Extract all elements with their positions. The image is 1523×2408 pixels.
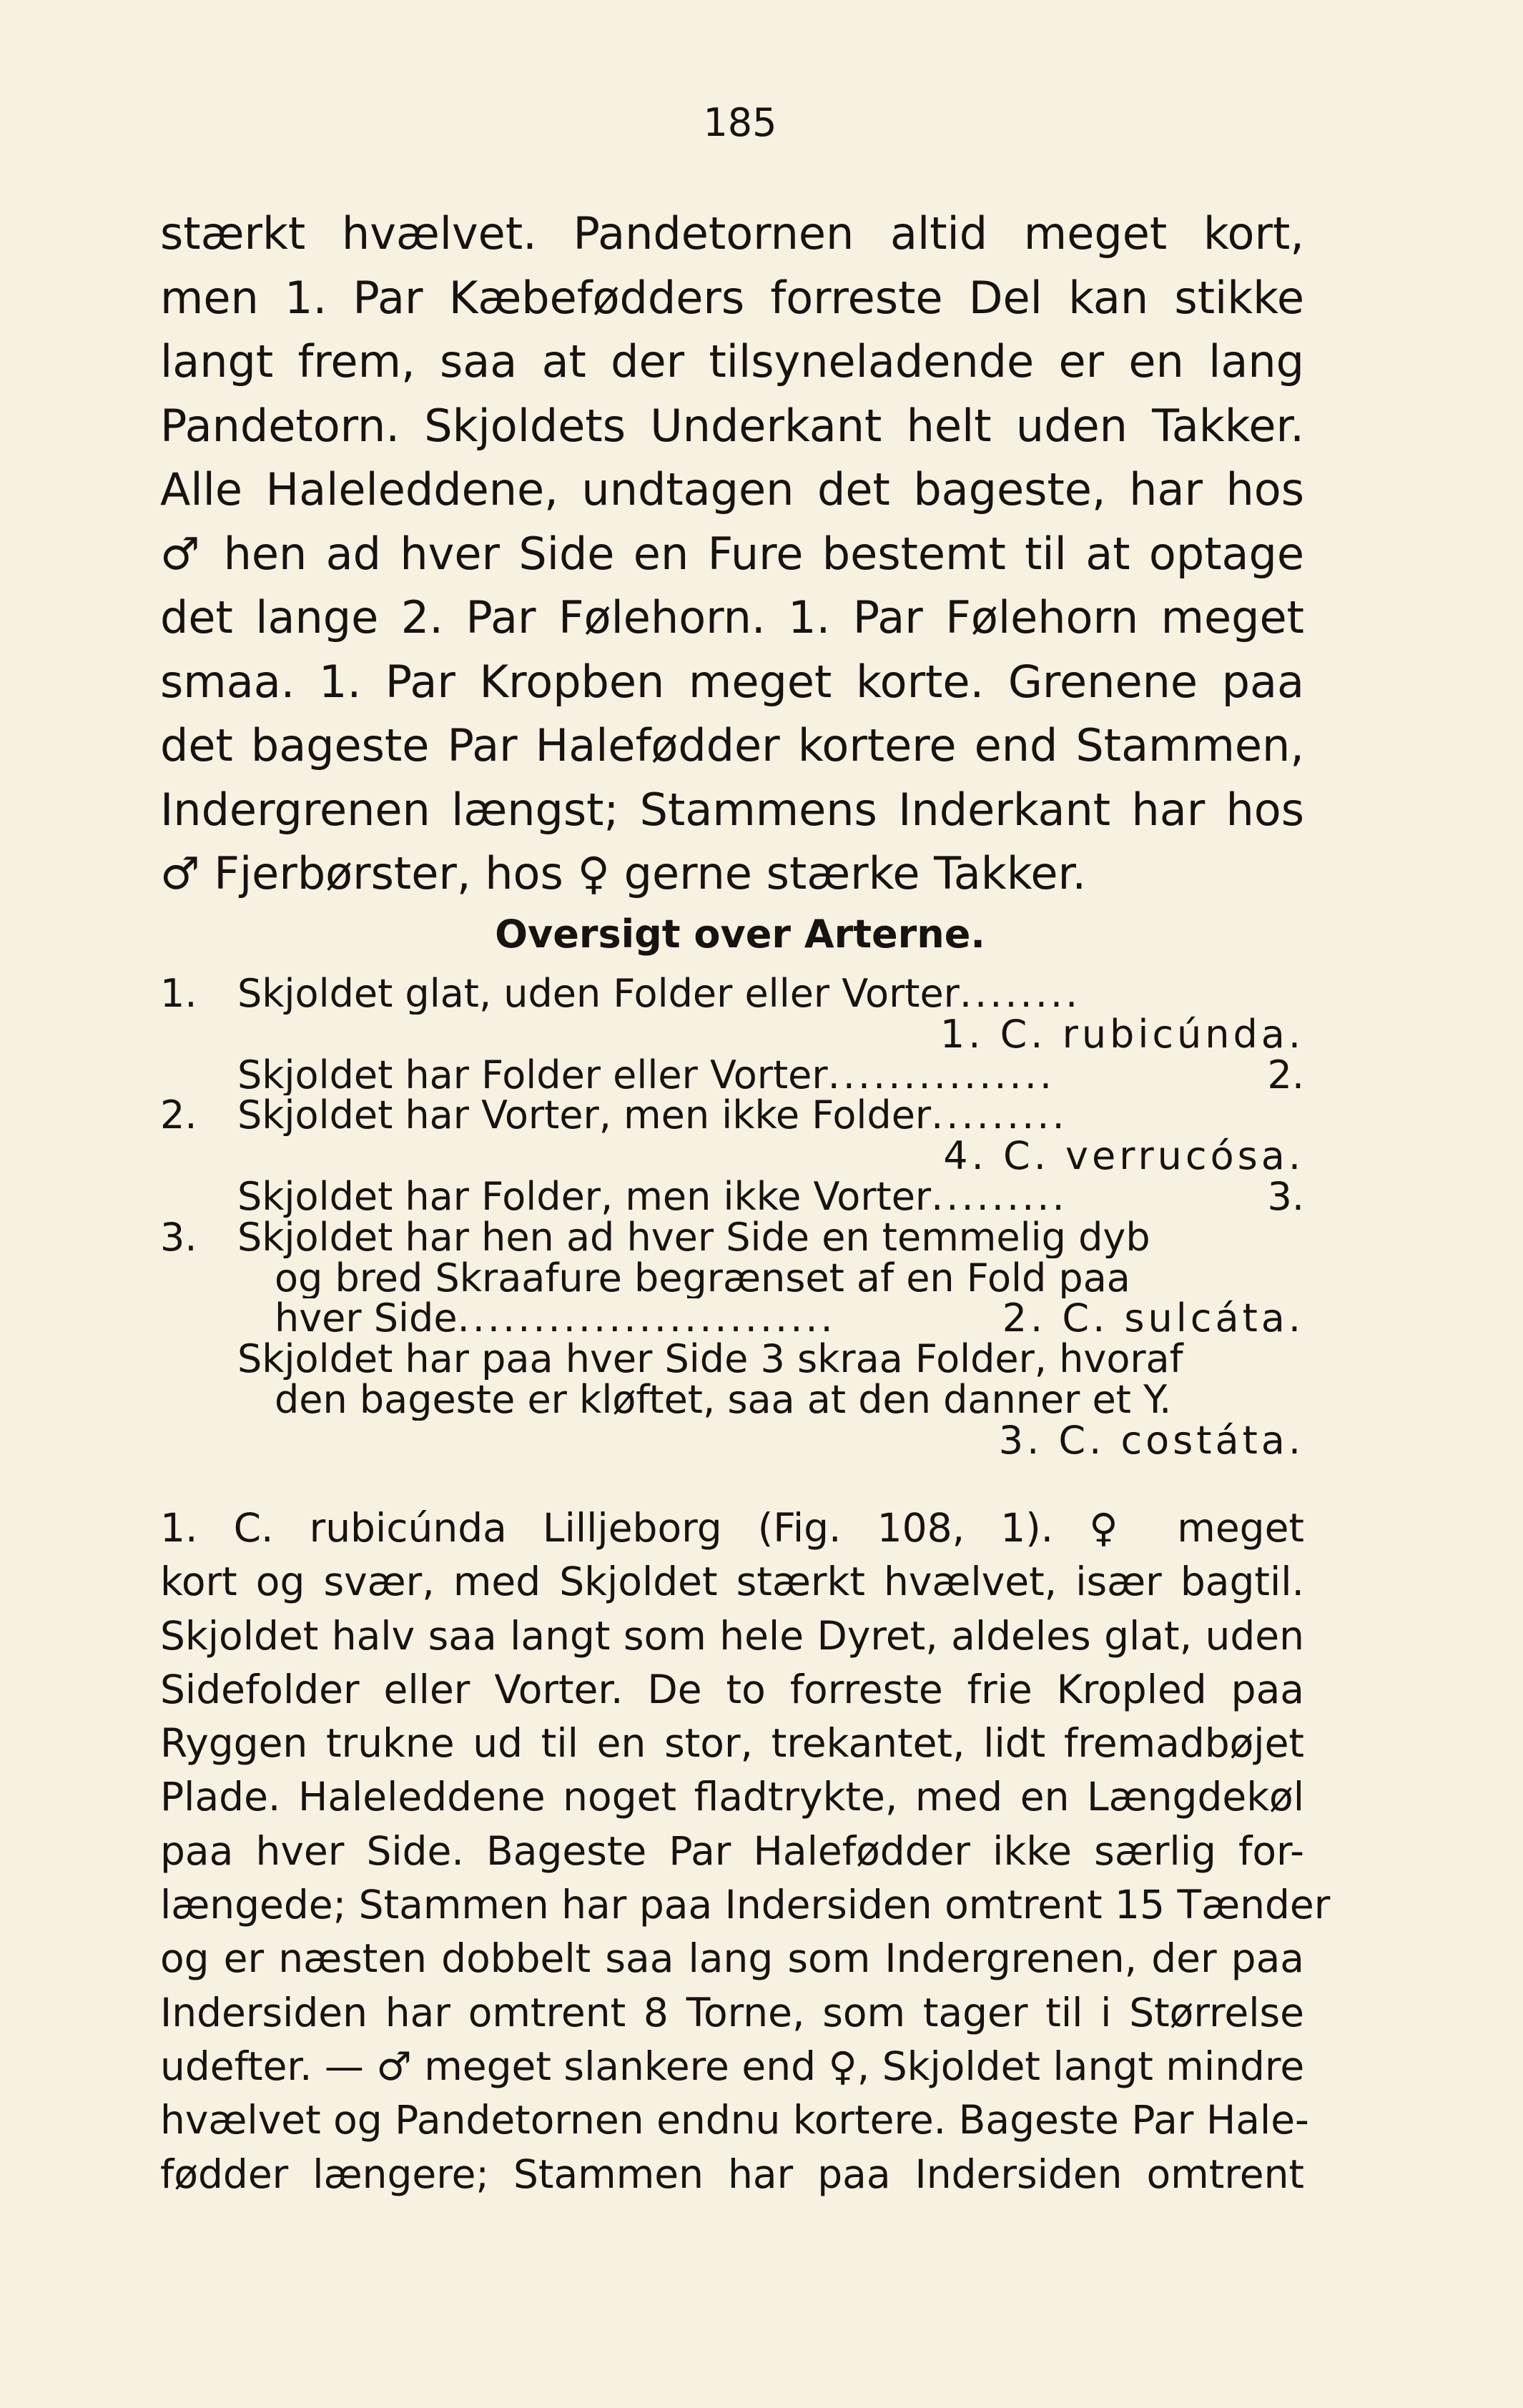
text-line: det bageste Par Halefødder kortere end Stammen, [160,719,1304,771]
key-row-number: 2. [160,1092,197,1138]
text-line: Ryggen trukne ud til en stor, trekantet, lidt fremadbøjet [160,1720,1304,1767]
text-line: Indergrenen længst; Stammens Inderkant har hos [160,783,1304,836]
key-row-result: 2. [1267,1052,1304,1097]
key-row [160,971,1304,1016]
intro-paragraph [160,202,1304,906]
text-line: ♂ hen ad hver Side en Fure bestemt til at optage [160,527,1304,580]
key-row-text: Skjoldet har Folder, men ikke Vorter [237,1176,932,1218]
key-row-content [237,1218,1304,1258]
key-row [160,1092,1304,1138]
key-row [160,1417,1304,1463]
text-line: langt frem, saa at der tilsyneladende er en lang [160,335,1304,388]
key-title: Oversigt over Arterne. [495,912,985,957]
text-line: længede; Stammen har paa Indersiden omtrent 15 Tænder [160,1882,1331,1928]
species-description [160,1501,1331,2201]
key-row-content [237,1339,1304,1380]
key-row [160,1298,1304,1339]
key-row-content [275,1380,1304,1421]
key-row-content [237,1095,1304,1136]
key-row-content [237,1052,1304,1097]
key-row-result: 3. C. costáta. [998,1417,1304,1463]
text-line: kort og svær, med Skjoldet stærkt hvælvet, især bagtil. [160,1559,1304,1605]
key-row-result: 4. C. verrucósa. [943,1133,1304,1179]
page-number: 185 [703,100,777,145]
text-line: og er næsten dobbelt saa lang som Indergrenen, der paa [160,1935,1304,1982]
text-line: paa hver Side. Bageste Par Halefødder ikke særlig for- [160,1827,1304,1874]
text-line: ♂ Fjerbørster, hos ♀ gerne stærke Takker. [160,847,1087,899]
key-row-result: 1. C. rubicúnda. [940,1011,1304,1057]
text-line: Skjoldet halv saa langt som hele Dyret, aldeles glat, uden [160,1612,1304,1659]
key-row-text: og bred Skraafure begrænset af en Fold paa [275,1258,1130,1299]
key-row [160,1133,1304,1179]
key-row-leader-dots: ......... [931,1176,1068,1218]
key-row-content [237,1173,1304,1219]
key-row [160,1011,1304,1057]
key-row [160,1339,1304,1380]
text-line: smaa. 1. Par Kropben meget korte. Grenene paa [160,655,1304,708]
key-row [160,1258,1304,1299]
key-row-leader-dots: ............... [827,1055,1055,1096]
key-row-text: Skjoldet har Vorter, men ikke Folder [237,1095,932,1137]
key-row-leader-dots: ......................... [457,1298,836,1340]
key-row-leader-dots: ......... [931,1095,1068,1137]
key-row [160,1173,1304,1219]
key-row [160,1214,1304,1260]
text-line: udefter. — ♂ meget slankere end ♀, Skjoldet langt mindre [160,2043,1305,2089]
text-line: Sidefolder eller Vorter. De to forreste frie Kropled paa [160,1666,1304,1712]
key-row-result: 3. [1267,1173,1304,1219]
text-line: stærkt hvælvet. Pandetornen altid meget kort, [160,207,1304,260]
key-row-number: 1. [160,971,197,1016]
key-row-text: Skjoldet har Folder eller Vorter [237,1055,828,1096]
key-row [160,1052,1304,1097]
species-key [160,971,1304,1463]
key-row-number: 3. [160,1214,197,1260]
key-row-text: Skjoldet har paa hver Side 3 skraa Folder, hvoraf [237,1339,1183,1380]
key-row [160,1380,1304,1421]
key-row-text: Skjoldet glat, uden Folder eller Vorter [237,974,960,1015]
key-row-content [237,974,1304,1015]
text-line: Plade. Haleleddene noget fladtrykte, med en Længdekøl [160,1774,1304,1820]
text-line: 1. C. rubicúnda Lilljeborg (Fig. 108, 1). ♀ meget [160,1505,1304,1551]
key-row-text: hver Side [275,1298,458,1340]
key-row-text: Skjoldet har hen ad hver Side en temmelig dyb [237,1217,1150,1258]
text-line: men 1. Par Kæbefødders forreste Del kan stikke [160,271,1304,324]
text-line: Indersiden har omtrent 8 Torne, som tager til i Størrelse [160,1989,1304,2036]
key-row-text: den bageste er kløftet, saa at den danner et Y. [275,1379,1172,1421]
text-line: det lange 2. Par Følehorn. 1. Par Følehorn meget [160,591,1304,643]
key-row-result: 2. C. sulcáta. [1002,1296,1304,1341]
key-row-leader-dots: ........ [959,974,1081,1015]
text-line: Alle Haleleddene, undtagen det bageste, har hos [160,463,1304,515]
text-line: fødder længere; Stammen har paa Indersiden omtrent [160,2151,1304,2197]
key-row-content [275,1258,1304,1299]
text-line: hvælvet og Pandetornen endnu kortere. Bageste Par Hale- [160,2097,1309,2143]
text-line: Pandetorn. Skjoldets Underkant helt uden Takker. [160,399,1304,452]
